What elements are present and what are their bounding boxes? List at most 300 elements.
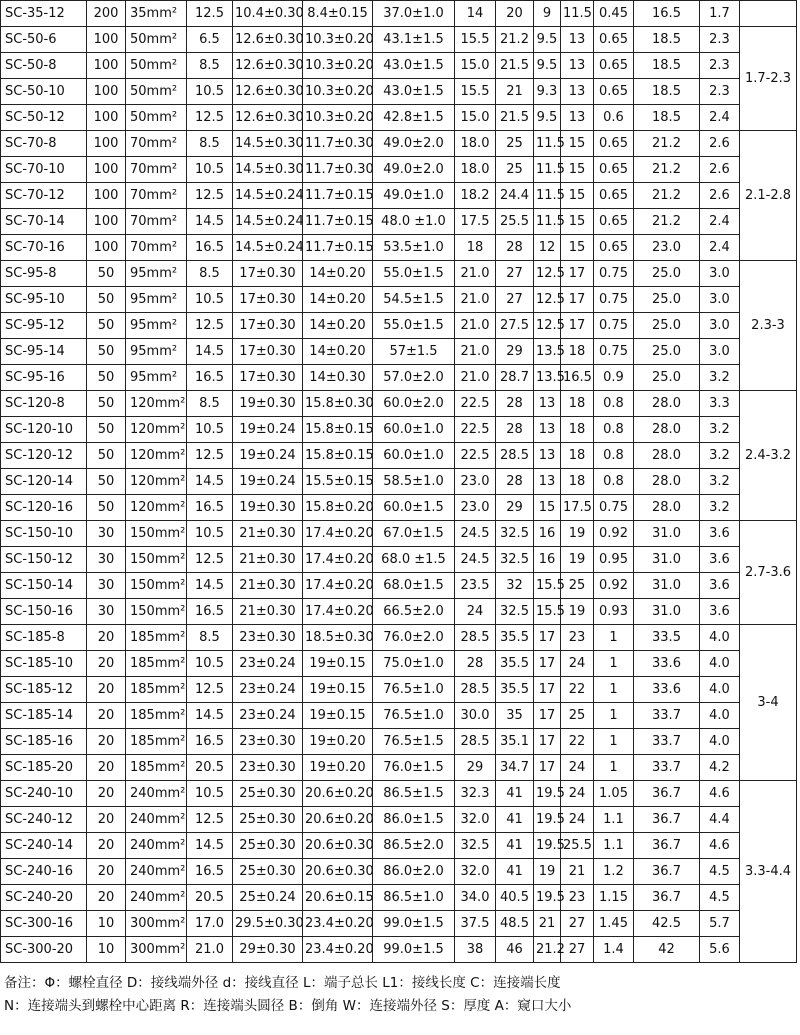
table-cell: 13 — [534, 417, 561, 443]
table-cell: 27 — [496, 287, 534, 313]
table-cell: 10 — [87, 937, 126, 963]
table-cell: 33.7 — [634, 755, 700, 781]
table-cell: 16.5 — [634, 1, 700, 27]
table-cell: 10.4±0.30 — [233, 1, 303, 27]
table-cell: 12.5 — [187, 1, 233, 27]
table-cell: 10.5 — [187, 651, 233, 677]
table-cell: 21±0.30 — [233, 521, 303, 547]
table-cell: 150mm² — [126, 599, 187, 625]
table-cell: 0.75 — [594, 339, 634, 365]
table-cell: 16.5 — [561, 365, 594, 391]
table-cell: 27 — [496, 261, 534, 287]
table-cell: 16.5 — [187, 859, 233, 885]
table-cell: 100 — [87, 183, 126, 209]
table-cell: 70mm² — [126, 131, 187, 157]
table-cell: 1 — [594, 651, 634, 677]
table-cell: 29 — [455, 755, 496, 781]
table-cell: 15.5 — [534, 573, 561, 599]
table-cell: 100 — [87, 105, 126, 131]
table-cell: 35.5 — [496, 625, 534, 651]
table-cell: 2.4 — [700, 235, 740, 261]
model-cell: SC-150-16 — [1, 599, 87, 625]
table-cell: 25.0 — [634, 313, 700, 339]
table-cell: 0.75 — [594, 495, 634, 521]
group-range-cell: 2.7-3.6 — [740, 521, 797, 625]
table-cell: 23 — [561, 625, 594, 651]
table-cell: 3.2 — [700, 443, 740, 469]
table-cell: 41 — [496, 807, 534, 833]
table-cell: 10.5 — [187, 287, 233, 313]
table-cell: 3.0 — [700, 313, 740, 339]
table-cell: 60.0±1.0 — [373, 417, 455, 443]
table-row — [1, 729, 797, 755]
table-cell: 1.1 — [594, 833, 634, 859]
table-cell: 2.4 — [700, 209, 740, 235]
table-cell: 34.0 — [455, 885, 496, 911]
table-cell: 3.0 — [700, 261, 740, 287]
notes-line-2: N：连接端头到螺栓中心距离 R：连接端头圆径 B：倒角 W：连接端外径 S：厚度 A：窥口大小 — [4, 998, 572, 1014]
table-cell: 19±0.24 — [233, 443, 303, 469]
table-cell: 14 — [455, 1, 496, 27]
model-cell: SC-120-8 — [1, 391, 87, 417]
table-cell: 15 — [561, 209, 594, 235]
table-cell: 4.5 — [700, 885, 740, 911]
table-cell: 17±0.30 — [233, 365, 303, 391]
table-cell: 23±0.30 — [233, 625, 303, 651]
notes-block — [4, 972, 796, 1018]
table-cell: 76.5±1.0 — [373, 703, 455, 729]
group-range-cell: 2.4-3.2 — [740, 391, 797, 521]
table-cell: 9.5 — [534, 105, 561, 131]
table-row — [1, 235, 797, 261]
table-row — [1, 651, 797, 677]
table-cell: 14.5±0.30 — [233, 131, 303, 157]
table-cell: 1 — [594, 755, 634, 781]
table-cell: 100 — [87, 131, 126, 157]
table-cell: 0.9 — [594, 365, 634, 391]
table-cell: 0.65 — [594, 157, 634, 183]
table-cell: 23.5 — [455, 573, 496, 599]
table-cell: 11.5 — [534, 131, 561, 157]
table-cell: 76.0±2.0 — [373, 625, 455, 651]
table-cell: 23.0 — [455, 469, 496, 495]
table-cell: 17.5 — [455, 209, 496, 235]
model-cell: SC-150-10 — [1, 521, 87, 547]
table-cell: 25.0 — [634, 365, 700, 391]
table-cell: 99.0±1.5 — [373, 937, 455, 963]
table-cell: 33.7 — [634, 703, 700, 729]
table-cell: 120mm² — [126, 443, 187, 469]
table-cell: 20 — [87, 729, 126, 755]
table-cell: 32.0 — [455, 807, 496, 833]
table-cell: 13 — [561, 27, 594, 53]
table-cell: 21.0 — [187, 937, 233, 963]
table-cell: 14.5 — [187, 703, 233, 729]
table-cell: 50 — [87, 443, 126, 469]
table-cell: 32.0 — [455, 859, 496, 885]
table-cell: 14±0.20 — [303, 287, 373, 313]
table-cell: 21.2 — [496, 27, 534, 53]
table-cell: 60.0±1.5 — [373, 495, 455, 521]
group-range-cell: 3-4 — [740, 625, 797, 781]
table-cell: 4.0 — [700, 651, 740, 677]
table-cell: 2.3 — [700, 53, 740, 79]
table-cell: 1 — [594, 677, 634, 703]
table-cell: 35.5 — [496, 677, 534, 703]
table-cell: 3.2 — [700, 417, 740, 443]
model-cell: SC-300-20 — [1, 937, 87, 963]
table-cell: 17±0.30 — [233, 287, 303, 313]
table-cell: 24 — [561, 781, 594, 807]
table-cell: 3.6 — [700, 547, 740, 573]
model-cell: SC-240-10 — [1, 781, 87, 807]
table-cell: 22.5 — [455, 443, 496, 469]
table-cell: 21.2 — [634, 183, 700, 209]
table-row — [1, 937, 797, 963]
table-cell: 15.5 — [455, 27, 496, 53]
table-row — [1, 573, 797, 599]
model-cell: SC-70-14 — [1, 209, 87, 235]
table-cell: 11.7±0.30 — [303, 157, 373, 183]
table-row — [1, 183, 797, 209]
table-cell: 18 — [561, 391, 594, 417]
group-cell-empty — [740, 1, 797, 27]
table-cell: 150mm² — [126, 573, 187, 599]
table-cell: 15 — [561, 235, 594, 261]
table-cell: 15.8±0.20 — [303, 495, 373, 521]
table-cell: 120mm² — [126, 495, 187, 521]
table-cell: 100 — [87, 235, 126, 261]
table-cell: 24.4 — [496, 183, 534, 209]
table-cell: 16.5 — [187, 599, 233, 625]
table-cell: 30 — [87, 573, 126, 599]
table-cell: 36.7 — [634, 859, 700, 885]
table-cell: 18 — [561, 339, 594, 365]
table-cell: 20 — [87, 625, 126, 651]
table-cell: 4.0 — [700, 729, 740, 755]
table-cell: 19±0.15 — [303, 703, 373, 729]
table-cell: 25.0 — [634, 261, 700, 287]
table-cell: 14±0.20 — [303, 313, 373, 339]
table-cell: 0.65 — [594, 235, 634, 261]
table-cell: 19.5 — [534, 807, 561, 833]
table-cell: 50 — [87, 365, 126, 391]
table-cell: 19 — [561, 521, 594, 547]
table-cell: 3.3 — [700, 391, 740, 417]
table-cell: 29 — [496, 339, 534, 365]
table-cell: 49.0±1.0 — [373, 183, 455, 209]
table-cell: 100 — [87, 53, 126, 79]
table-cell: 14±0.20 — [303, 339, 373, 365]
table-cell: 70mm² — [126, 157, 187, 183]
table-cell: 12 — [534, 235, 561, 261]
table-cell: 11.5 — [534, 157, 561, 183]
table-cell: 34.7 — [496, 755, 534, 781]
table-cell: 0.8 — [594, 469, 634, 495]
table-cell: 21.0 — [455, 261, 496, 287]
table-cell: 29.5±0.30 — [233, 911, 303, 937]
table-row — [1, 339, 797, 365]
model-cell: SC-50-8 — [1, 53, 87, 79]
table-cell: 20.5 — [187, 885, 233, 911]
table-cell: 48.5 — [496, 911, 534, 937]
model-cell: SC-185-12 — [1, 677, 87, 703]
table-cell: 22.5 — [455, 417, 496, 443]
table-cell: 70mm² — [126, 183, 187, 209]
table-cell: 17.4±0.20 — [303, 521, 373, 547]
table-cell: 13.5 — [534, 339, 561, 365]
table-row — [1, 79, 797, 105]
table-cell: 33.6 — [634, 651, 700, 677]
table-cell: 14.5 — [187, 339, 233, 365]
table-cell: 19.5 — [534, 885, 561, 911]
table-cell: 25 — [496, 157, 534, 183]
table-cell: 18.5 — [634, 53, 700, 79]
table-cell: 28.5 — [455, 625, 496, 651]
table-cell: 15 — [561, 183, 594, 209]
table-cell: 1.2 — [594, 859, 634, 885]
table-cell: 8.5 — [187, 261, 233, 287]
table-row — [1, 313, 797, 339]
table-cell: 3.2 — [700, 469, 740, 495]
table-cell: 66.5±2.0 — [373, 599, 455, 625]
table-row — [1, 27, 797, 53]
table-cell: 28.5 — [455, 677, 496, 703]
table-cell: 17 — [561, 261, 594, 287]
table-cell: 68.0±1.5 — [373, 573, 455, 599]
table-cell: 185mm² — [126, 703, 187, 729]
table-cell: 19±0.24 — [233, 469, 303, 495]
table-cell: 95mm² — [126, 339, 187, 365]
table-cell: 10.5 — [187, 781, 233, 807]
table-cell: 18 — [455, 235, 496, 261]
table-cell: 24.5 — [455, 547, 496, 573]
table-cell: 25±0.30 — [233, 807, 303, 833]
table-cell: 14.5±0.30 — [233, 157, 303, 183]
table-cell: 23±0.30 — [233, 729, 303, 755]
table-cell: 11.7±0.15 — [303, 235, 373, 261]
table-cell: 18 — [561, 417, 594, 443]
table-cell: 20 — [87, 833, 126, 859]
model-cell: SC-150-12 — [1, 547, 87, 573]
table-cell: 20 — [496, 1, 534, 27]
table-cell: 21 — [561, 859, 594, 885]
model-cell: SC-70-16 — [1, 235, 87, 261]
table-cell: 50mm² — [126, 79, 187, 105]
table-cell: 150mm² — [126, 547, 187, 573]
table-cell: 4.0 — [700, 703, 740, 729]
table-cell: 14.5±0.24 — [233, 209, 303, 235]
table-cell: 23±0.24 — [233, 677, 303, 703]
table-cell: 12.5 — [187, 677, 233, 703]
table-cell: 11.7±0.15 — [303, 209, 373, 235]
table-cell: 0.92 — [594, 521, 634, 547]
table-cell: 100 — [87, 157, 126, 183]
table-row — [1, 131, 797, 157]
table-cell: 25.5 — [561, 833, 594, 859]
table-row — [1, 703, 797, 729]
table-cell: 17 — [534, 651, 561, 677]
table-cell: 25.0 — [634, 287, 700, 313]
table-cell: 35.1 — [496, 729, 534, 755]
table-cell: 43.0±1.5 — [373, 53, 455, 79]
table-cell: 25 — [561, 573, 594, 599]
model-cell: SC-240-20 — [1, 885, 87, 911]
table-cell: 10.5 — [187, 157, 233, 183]
table-cell: 22 — [561, 729, 594, 755]
table-row — [1, 521, 797, 547]
table-cell: 3.2 — [700, 365, 740, 391]
table-cell: 37.0±1.0 — [373, 1, 455, 27]
table-cell: 40.5 — [496, 885, 534, 911]
table-cell: 100 — [87, 79, 126, 105]
table-cell: 11.5 — [561, 1, 594, 27]
table-cell: 15 — [561, 131, 594, 157]
table-cell: 30.0 — [455, 703, 496, 729]
table-cell: 42.8±1.5 — [373, 105, 455, 131]
table-cell: 27.5 — [496, 313, 534, 339]
table-cell: 20.5 — [187, 755, 233, 781]
table-cell: 19±0.20 — [303, 755, 373, 781]
table-cell: 21.0 — [455, 313, 496, 339]
table-cell: 36.7 — [634, 807, 700, 833]
table-cell: 28.7 — [496, 365, 534, 391]
table-cell: 8.5 — [187, 391, 233, 417]
table-row — [1, 781, 797, 807]
table-cell: 240mm² — [126, 781, 187, 807]
table-cell: 18.5 — [634, 27, 700, 53]
table-cell: 35.5 — [496, 651, 534, 677]
table-cell: 67.0±1.5 — [373, 521, 455, 547]
table-cell: 50 — [87, 495, 126, 521]
table-cell: 43.1±1.5 — [373, 27, 455, 53]
table-cell: 5.6 — [700, 937, 740, 963]
table-cell: 12.5 — [534, 287, 561, 313]
table-cell: 15.5 — [455, 79, 496, 105]
group-range-cell: 3.3-4.4 — [740, 781, 797, 963]
table-cell: 4.6 — [700, 781, 740, 807]
notes-line-1: 备注：Φ：螺栓直径 D：接线端外径 d：接线直径 L：端子总长 L1：接线长度 C：连接端长度 — [4, 975, 561, 991]
table-cell: 14.5 — [187, 469, 233, 495]
table-cell: 28.0 — [634, 391, 700, 417]
table-cell: 19±0.30 — [233, 391, 303, 417]
table-cell: 1 — [594, 625, 634, 651]
table-cell: 25±0.30 — [233, 859, 303, 885]
table-cell: 4.4 — [700, 807, 740, 833]
table-cell: 28 — [496, 235, 534, 261]
model-cell: SC-185-10 — [1, 651, 87, 677]
table-cell: 10.3±0.20 — [303, 27, 373, 53]
table-row — [1, 157, 797, 183]
table-cell: 12.5 — [187, 183, 233, 209]
table-cell: 15.0 — [455, 53, 496, 79]
table-cell: 12.5 — [187, 313, 233, 339]
table-cell: 19.5 — [534, 833, 561, 859]
table-cell: 50mm² — [126, 53, 187, 79]
table-cell: 46 — [496, 937, 534, 963]
table-cell: 22.5 — [455, 391, 496, 417]
table-cell: 4.2 — [700, 755, 740, 781]
table-cell: 50mm² — [126, 27, 187, 53]
table-cell: 185mm² — [126, 625, 187, 651]
table-row — [1, 547, 797, 573]
model-cell: SC-240-14 — [1, 833, 87, 859]
table-cell: 4.5 — [700, 859, 740, 885]
table-cell: 23 — [561, 885, 594, 911]
table-cell: 12.5 — [187, 547, 233, 573]
model-cell: SC-70-10 — [1, 157, 87, 183]
table-cell: 23±0.24 — [233, 703, 303, 729]
table-cell: 2.3 — [700, 79, 740, 105]
table-row — [1, 859, 797, 885]
table-cell: 17 — [561, 287, 594, 313]
table-cell: 20.6±0.30 — [303, 859, 373, 885]
table-cell: 86.5±1.0 — [373, 885, 455, 911]
table-row — [1, 105, 797, 131]
table-cell: 21.0 — [455, 339, 496, 365]
table-cell: 3.2 — [700, 495, 740, 521]
table-cell: 10.5 — [187, 417, 233, 443]
table-cell: 29±0.30 — [233, 937, 303, 963]
table-cell: 25±0.24 — [233, 885, 303, 911]
table-cell: 14±0.20 — [303, 261, 373, 287]
table-cell: 17 — [561, 313, 594, 339]
table-cell: 20 — [87, 885, 126, 911]
table-cell: 54.5±1.5 — [373, 287, 455, 313]
table-cell: 28.0 — [634, 443, 700, 469]
model-cell: SC-240-16 — [1, 859, 87, 885]
table-cell: 25±0.30 — [233, 781, 303, 807]
table-cell: 16.5 — [187, 495, 233, 521]
table-cell: 20.6±0.20 — [303, 781, 373, 807]
table-cell: 32.3 — [455, 781, 496, 807]
table-cell: 1 — [594, 729, 634, 755]
table-cell: 28 — [496, 391, 534, 417]
table-cell: 50 — [87, 339, 126, 365]
table-cell: 120mm² — [126, 469, 187, 495]
model-cell: SC-50-10 — [1, 79, 87, 105]
table-cell: 100 — [87, 27, 126, 53]
table-cell: 2.3 — [700, 27, 740, 53]
table-cell: 13 — [561, 53, 594, 79]
table-cell: 15.5 — [534, 599, 561, 625]
table-cell: 10.3±0.20 — [303, 53, 373, 79]
model-cell: SC-120-12 — [1, 443, 87, 469]
table-cell: 20 — [87, 651, 126, 677]
table-cell: 16.5 — [187, 729, 233, 755]
spec-table-body — [1, 1, 797, 963]
table-cell: 12.5 — [534, 261, 561, 287]
table-cell: 32 — [496, 573, 534, 599]
table-cell: 15.8±0.15 — [303, 417, 373, 443]
table-cell: 24 — [561, 807, 594, 833]
table-cell: 185mm² — [126, 651, 187, 677]
table-cell: 185mm² — [126, 729, 187, 755]
table-cell: 18 — [561, 443, 594, 469]
table-cell: 33.7 — [634, 729, 700, 755]
table-cell: 10.5 — [187, 521, 233, 547]
table-cell: 15.8±0.30 — [303, 391, 373, 417]
table-cell: 20.6±0.20 — [303, 807, 373, 833]
table-cell: 18.0 — [455, 157, 496, 183]
table-row — [1, 443, 797, 469]
table-cell: 50mm² — [126, 105, 187, 131]
table-cell: 15 — [534, 495, 561, 521]
table-cell: 23±0.24 — [233, 651, 303, 677]
table-cell: 3.6 — [700, 573, 740, 599]
table-cell: 10 — [87, 911, 126, 937]
table-row — [1, 495, 797, 521]
